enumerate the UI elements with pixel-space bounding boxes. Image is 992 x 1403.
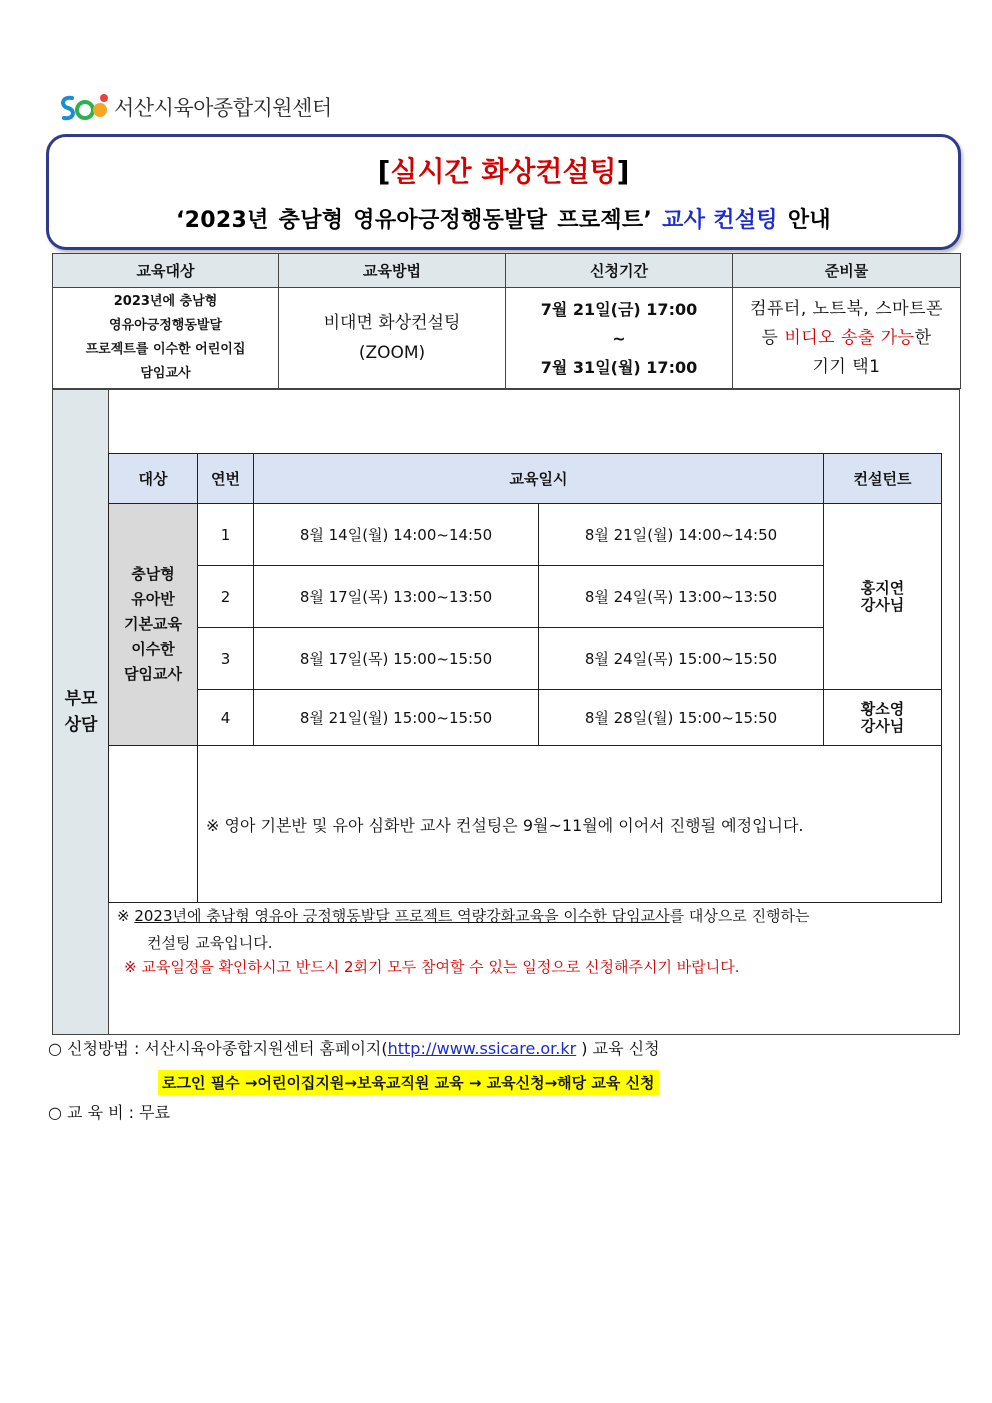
period-line: ~ [612,328,626,348]
consultant-name: 홍지연 [860,578,905,597]
schedule-note: ※ 영아 기본반 및 유아 심화반 교사 컨설팅은 9월~11월에 이어서 진행될 예정입니다. [198,746,942,903]
subtitle-part: 영유아긍정행동발달 [353,208,548,233]
title-highlight: 실시간 화상컨설팅 [390,155,617,188]
bracket-open: [ [377,155,391,188]
header-datetime: 교육일시 [254,454,824,504]
table-row [109,690,942,746]
method-line: 비대면 화상컨설팅 [323,313,461,333]
bracket-close: ] [616,155,630,188]
info-body-row [53,288,961,389]
schedule-header-row [109,454,942,504]
method-cell [279,288,506,389]
info-table [52,253,961,389]
header-audience: 대상 [109,454,198,504]
table-row [109,746,942,903]
consultant-cell [824,690,942,746]
subtitle-part: 프로젝트’ [557,208,653,233]
method-line: (ZOOM) [358,343,426,363]
supplies-text: 등 [761,327,779,348]
audience-line: 기본교육 [124,615,182,633]
target-line: 영유아긍정행동발달 [108,318,223,333]
row-number: 1 [198,504,254,566]
apply-prefix: ○ 신청방법 : 서산시육아종합지원센터 홈페이지( [48,1039,388,1058]
row-number: 2 [198,566,254,628]
audience-cell [109,504,198,746]
session2-date: 8월 24일(목) 15:00~15:50 [539,628,824,690]
period-cell [506,288,733,389]
title-box [46,134,961,250]
session2-date: 8월 21일(월) 14:00~14:50 [539,504,824,566]
supplies-line [733,324,960,353]
audience-line: 충남형 [131,565,175,583]
subtitle-part: 충남형 [278,208,344,233]
header-target: 교육대상 [53,254,279,288]
session2-date: 8월 28일(월) 15:00~15:50 [539,690,824,746]
session1-date: 8월 17일(목) 15:00~15:50 [254,628,539,690]
consultant-cell [824,504,942,690]
attendance-note: ※ 교육일정을 확인하시고 반드시 2회기 모두 참여할 수 있는 일정으로 신청해주시기 바랍니다. [124,958,740,976]
subtitle-end: 안내 [787,208,831,233]
note-line2: 컨설팅 교육입니다. [147,934,273,952]
consultant-name: 황소영 [860,699,905,718]
subtitle-blue: 교사 컨설팅 [662,208,778,233]
audience-line: 담임교사 [124,665,182,683]
schedule-table [108,453,942,903]
target-line: 프로젝트를 이수한 어린이집 [85,342,246,357]
supplies-line: 기기 택1 [812,356,881,377]
header-period: 신청기간 [506,254,733,288]
apply-suffix: ) 교육 신청 [576,1039,660,1058]
target-cell [53,288,279,389]
table-row [109,504,942,566]
title-subtitle [49,203,958,234]
note-rest: 를 대상으로 진행하는 [669,907,810,925]
period-line: 7월 31일(월) 17:00 [540,357,698,377]
target-line: 담임교사 [140,366,191,381]
parent-consult-label [53,686,109,738]
header-method: 교육방법 [279,254,506,288]
parent-consult-side [53,390,109,1034]
session1-date: 8월 14일(월) 14:00~14:50 [254,504,539,566]
supplies-line: 컴퓨터, 노트북, 스마트폰 [750,298,943,319]
period-line: 7월 21일(금) 17:00 [540,299,698,319]
row-number: 3 [198,628,254,690]
consultant-title: 강사님 [860,595,905,614]
row-number: 4 [198,690,254,746]
subtitle-part: ‘2023년 [176,208,269,233]
homepage-link[interactable]: http://www.ssicare.or.kr [387,1039,577,1058]
table-row [109,628,942,690]
audience-line: 이수한 [131,640,175,658]
consultant-title: 강사님 [860,716,905,735]
supplies-red-text: 비디오 송출 가능 [784,327,915,348]
center-logo [58,90,332,124]
header-supplies: 준비물 [733,254,961,288]
header-number: 연번 [198,454,254,504]
target-line: 2023년에 충남형 [113,294,218,309]
table-row [109,566,942,628]
logo-text: 서산시육아종합지원센터 [114,96,332,120]
logo-mark-icon [58,90,110,124]
note-prefix: ※ [117,907,135,925]
session1-date: 8월 17일(목) 13:00~13:50 [254,566,539,628]
header-consultant: 컨설턴트 [824,454,942,504]
info-header-row [53,254,961,288]
empty-audience-cell [109,746,198,903]
label-line: 상담 [64,715,98,735]
session1-date: 8월 21일(월) 15:00~15:50 [254,690,539,746]
fee-info: ○ 교 육 비 : 무료 [48,1103,171,1122]
apply-method [48,1038,660,1060]
eligibility-note [117,903,953,957]
title-main [49,150,958,190]
session2-date: 8월 24일(목) 13:00~13:50 [539,566,824,628]
audience-line: 유아반 [131,590,175,608]
note-underlined: 2023년에 충남형 영유아 긍정행동발달 프로젝트 역량강화교육을 이수한 담임교사 [134,907,670,925]
apply-steps-highlight: 로그인 필수 →어린이집지원→보육교직원 교육 → 교육신청→해당 교육 신청 [158,1070,659,1095]
supplies-text: 한 [914,327,932,348]
supplies-cell [733,288,961,389]
label-line: 부모 [64,689,98,709]
